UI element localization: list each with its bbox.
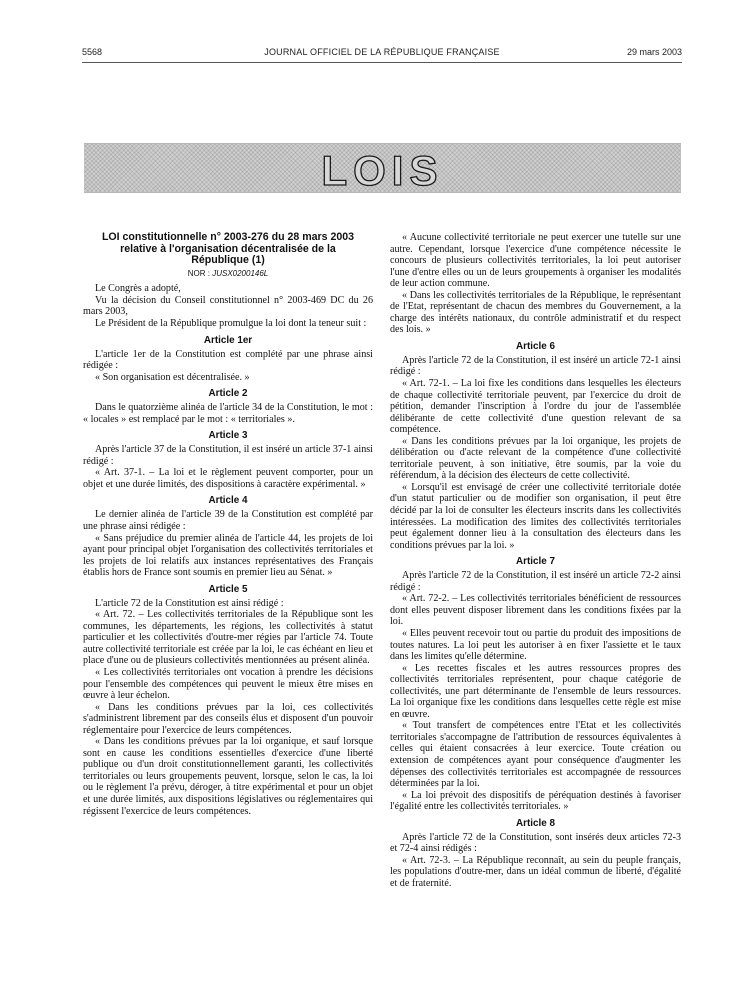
intro-paragraph: Le Président de la République promulgue la loi dont la teneur suit : [95, 317, 367, 329]
article-heading: Article 2 [208, 388, 248, 400]
article-paragraph: « Les recettes fiscales et les autres ressources propres des collectivités territoriales représentent, pour chaque catégorie de collectivités, une part déterminante de l'ensemble de leurs ressources. La loi organique fixe les conditions dans lesquelles cette règle est mise en œuvre. [390, 662, 681, 720]
article-paragraph: Le dernier alinéa de l'article 39 de la Constitution est complété par une phrase ainsi rédigée : [83, 509, 373, 532]
issue-date: 29 mars 2003 [626, 47, 682, 57]
section-banner-title: LOIS [321, 147, 444, 194]
article-paragraph: Dans le quatorzième alinéa de l'article 34 de la Constitution, le mot : « locales » est remplacé par le mot : « territoriales ». [83, 402, 373, 425]
intro-paragraph: Vu la décision du Conseil constitutionnel n° 2003-469 DC du 26 mars 2003, [83, 294, 373, 318]
article-paragraph: « Art. 72-3. – La République reconnaît, au sein du peuple français, les populations d'outre-mer, dans un idéal commun de liberté, d'égalité et de fraternité. [390, 854, 681, 889]
article-paragraph: « Sans préjudice du premier alinéa de l'article 44, les projets de loi ayant pour principal objet l'organisation des collectivités territoriales et les projets de loi relatifs aux instances représentatives des Français établis hors de France sont soumis en premier lieu au Sénat. » [83, 532, 373, 579]
article-paragraph: Après l'article 72 de la Constitution, il est inséré un article 72-1 ainsi rédigé : [390, 354, 681, 378]
nor-code: JUSX0200146L [212, 268, 269, 278]
article-paragraph: Après l'article 37 de la Constitution, il est inséré un article 37-1 ainsi rédigé : [83, 444, 373, 467]
nor-label: NOR : [187, 268, 210, 278]
article-paragraph: « Les collectivités territoriales ont vocation à prendre les décisions pour l'ensemble des compétences qui peuvent le mieux être mises en œuvre à leur échelon. [83, 667, 373, 702]
article-heading: Article 8 [516, 817, 555, 829]
article-paragraph: « Art. 72-2. – Les collectivités territoriales bénéficient de ressources dont elles peuvent disposer librement dans les conditions fixées par la loi. [390, 593, 681, 628]
article-paragraph: « Art. 72-1. – La loi fixe les conditions dans lesquelles les électeurs de chaque collectivité territoriale peuvent, par l'exercice du droit de pétition, demander l'inscription à l'ordre du jour de l'assemblée délibérante de cette collectivité d'une question relevant de sa compétence. [390, 378, 681, 436]
nor-reference [83, 268, 373, 280]
running-header [82, 47, 682, 61]
right-column [390, 232, 681, 889]
section-banner [84, 143, 681, 193]
article-heading: Article 3 [208, 430, 248, 442]
article-heading: Article 6 [516, 340, 555, 352]
article-paragraph: « Tout transfert de compétences entre l'Etat et les collectivités territoriales s'accompagne de l'attribution de ressources équivalentes à celles qui étaient consacrées à leur exercice. Toute création ou extension de compétences ayant pour conséquence d'augmenter les dépenses des collectivités territoriales est accompagnée de ressources déterminées par la loi. [390, 720, 681, 790]
article-paragraph: « Dans les conditions prévues par la loi organique, et sauf lorsque sont en cause les conditions essentielles d'exercice d'une liberté publique ou d'un droit constitutionnellement garanti, les collectivités territoriales ou leurs groupements peuvent, lorsque, selon le cas, la loi ou le règlement l'a prévu, déroger, à titre expérimental et pour un objet et une durée limités, aux dispositions législatives ou réglementaires qui régissent l'exercice de leurs compétences. [83, 736, 373, 817]
article-paragraph: L'article 72 de la Constitution est ainsi rédigé : [95, 597, 284, 609]
journal-title: JOURNAL OFFICIEL DE LA RÉPUBLIQUE FRANÇAISE [264, 47, 500, 57]
article-paragraph: Après l'article 72 de la Constitution, il est inséré un article 72-2 ainsi rédigé : [390, 570, 681, 593]
article-paragraph: « La loi prévoit des dispositifs de péréquation destinés à favoriser l'égalité entre les collectivités territoriales. » [390, 789, 681, 813]
article-paragraph: « Dans les collectivités territoriales de la République, le représentant de l'Etat, représentant de chacun des membres du Gouvernement, a la charge des intérêts nationaux, du contrôle administratif et du respect des lois. » [390, 289, 681, 336]
article-paragraph: Après l'article 72 de la Constitution, sont insérés deux articles 72-3 et 72-4 ainsi rédigés : [390, 831, 681, 855]
article-paragraph: « Son organisation est décentralisée. » [95, 371, 250, 383]
article-paragraph: « Elles peuvent recevoir tout ou partie du produit des impositions de toutes natures. La loi peut les autoriser à en fixer l'assiette et le taux dans les limites qu'elle détermine. [390, 627, 681, 663]
article-heading: Article 4 [208, 495, 248, 507]
article-paragraph: « Dans les conditions prévues par la loi, ces collectivités s'administrent librement par des conseils élus et disposent d'un pouvoir réglementaire pour l'exercice de leurs compétences. [83, 701, 373, 736]
article-heading: Article 1er [203, 334, 253, 346]
article-paragraph: « Art. 72. – Les collectivités territoriales de la République sont les communes, les départements, les régions, les collectivités à statut particulier et les collectivités d'outre-mer régies par l'article 74. Toute autre collectivité territoriale est créée par la loi, le cas échéant en lieu et place d'une ou de plusieurs collectivités mentionnées au présent alinéa. [83, 609, 373, 667]
article-heading: Article 7 [516, 556, 555, 568]
header-rule [82, 62, 682, 63]
article-paragraph: « Art. 37-1. – La loi et le règlement peuvent comporter, pour un objet et une durée limités, des dispositions à caractère expérimental. » [83, 467, 373, 490]
article-paragraph: L'article 1er de la Constitution est complété par une phrase ainsi rédigée : [83, 348, 373, 372]
article-paragraph: « Aucune collectivité territoriale ne peut exercer une tutelle sur une autre. Cependant, lorsque l'exercice d'une compétence nécessite le concours de plusieurs collectivités territoriales, la loi peut autoriser l'une d'entre elles ou un de leurs groupements à organiser les modalités de leur action commune. [390, 232, 681, 290]
article-paragraph: « Dans les conditions prévues par la loi organique, les projets de délibération ou d'acte relevant de la compétence d'une collectivité territoriale peuvent, à son initiative, être soumis, par la voie du référendum, à la décision des électeurs de cette collectivité. [390, 435, 681, 482]
intro-paragraph: Le Congrès a adopté, [95, 283, 181, 295]
page-number: 5568 [82, 47, 103, 57]
left-column [83, 232, 373, 817]
article-heading: Article 5 [208, 583, 248, 595]
law-title: LOI constitutionnelle n° 2003-276 du 28 mars 2003 relative à l'organisation décentralisée de la République (1) [101, 231, 355, 267]
article-paragraph: « Lorsqu'il est envisagé de créer une collectivité territoriale dotée d'un statut particulier ou de modifier son organisation, il peut être décidé par la loi de consulter les électeurs inscrits dans les collectivités intéressées. La modification des limites des collectivités territoriales peut également donner lieu à la consultation des électeurs dans les conditions prévues par la loi. » [390, 481, 681, 551]
